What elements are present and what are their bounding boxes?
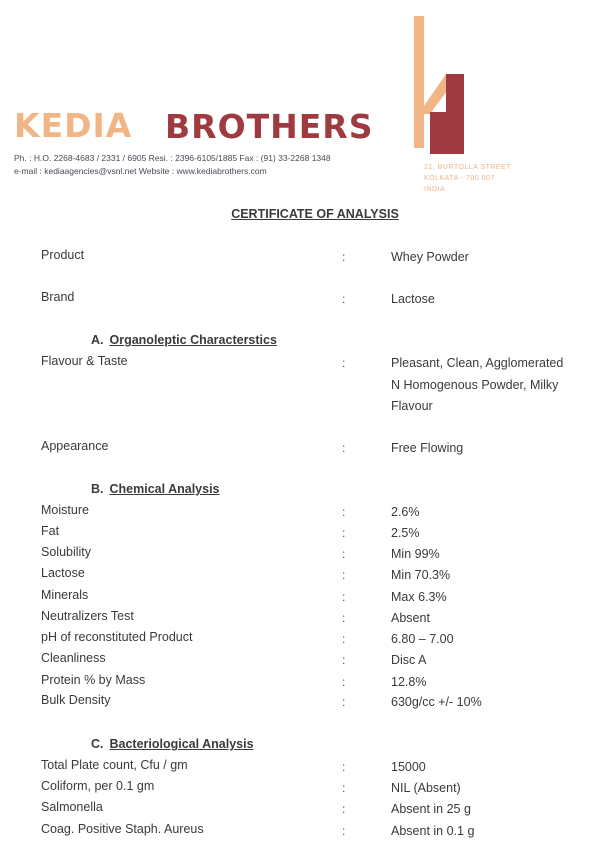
protein-value: 12.8%: [391, 675, 427, 689]
colon-separator: :: [342, 675, 346, 689]
colon-separator: :: [342, 526, 346, 540]
colon-separator: :: [342, 547, 346, 561]
minerals-value: Max 6.3%: [391, 590, 447, 604]
address-country: INDIA: [424, 186, 446, 193]
cleanliness-value: Disc A: [391, 653, 427, 667]
salmonella-value: Absent in 25 g: [391, 802, 471, 816]
section-c-heading: [91, 737, 254, 751]
flavour-taste-value-line-2: N Homogenous Powder, Milky: [391, 378, 559, 392]
salmonella-label: Salmonella: [41, 800, 103, 814]
cleanliness-label: Cleanliness: [41, 651, 106, 665]
section-title: Organoleptic Characterstics: [109, 333, 277, 347]
minerals-label: Minerals: [41, 588, 89, 602]
solubility-value: Min 99%: [391, 547, 440, 561]
company-name-kedia: KEDIA: [14, 106, 133, 145]
colon-separator: :: [342, 653, 346, 667]
colon-separator: :: [342, 802, 346, 816]
ph-value: 6.80 – 7.00: [391, 632, 454, 646]
colon-separator: :: [342, 568, 346, 582]
kb-monogram-logo-icon: [408, 14, 468, 154]
colon-separator: :: [342, 441, 346, 455]
flavour-taste-value-line-3: Flavour: [391, 399, 433, 413]
address-city: KOLKATA - 700 007: [424, 175, 495, 182]
section-a-heading: [91, 333, 277, 347]
appearance-value: Free Flowing: [391, 441, 464, 455]
document-title: CERTIFICATE OF ANALYSIS: [231, 207, 399, 221]
section-title: Chemical Analysis: [109, 482, 220, 496]
contact-email-line: e-mail : kediaagencies@vsnl.net Website : www.kediabrothers.com: [14, 166, 267, 176]
address-street: 21, BURTOLLA STREET: [424, 164, 512, 171]
flavour-taste-label: Flavour & Taste: [41, 354, 128, 368]
fat-value: 2.5%: [391, 526, 420, 540]
staph-aureus-label: Coag. Positive Staph. Aureus: [41, 822, 204, 836]
colon-separator: :: [342, 356, 346, 370]
colon-separator: :: [342, 781, 346, 795]
brand-label: Brand: [41, 290, 75, 304]
bulk-density-value: 630g/cc +/- 10%: [391, 695, 482, 709]
moisture-value: 2.6%: [391, 505, 420, 519]
appearance-label: Appearance: [41, 439, 109, 453]
neutralizers-test-value: Absent: [391, 611, 430, 625]
colon-separator: :: [342, 292, 346, 306]
section-title: Bacteriological Analysis: [109, 737, 254, 751]
colon-separator: :: [342, 505, 346, 519]
contact-phone-line: Ph. : H.O. 2268-4683 / 2331 / 6905 Resi. : 2396-6105/1885 Fax : (91) 33-2268 1348: [14, 153, 331, 163]
staph-aureus-value: Absent in 0.1 g: [391, 824, 475, 838]
coliform-label: Coliform, per 0.1 gm: [41, 779, 155, 793]
total-plate-count-value: 15000: [391, 760, 426, 774]
section-letter: A.: [91, 333, 104, 347]
protein-label: Protein % by Mass: [41, 673, 146, 687]
brand-value: Lactose: [391, 292, 435, 306]
company-name-brothers: BROTHERS: [165, 107, 374, 146]
product-label: Product: [41, 248, 85, 262]
colon-separator: :: [342, 250, 346, 264]
flavour-taste-value-line-1: Pleasant, Clean, Agglomerated: [391, 356, 564, 370]
colon-separator: :: [342, 695, 346, 709]
coliform-value: NIL (Absent): [391, 781, 461, 795]
lactose-label: Lactose: [41, 566, 85, 580]
moisture-label: Moisture: [41, 503, 89, 517]
fat-label: Fat: [41, 524, 60, 538]
neutralizers-test-label: Neutralizers Test: [41, 609, 134, 623]
lactose-value: Min 70.3%: [391, 568, 451, 582]
bulk-density-label: Bulk Density: [41, 693, 111, 707]
section-b-heading: [91, 482, 220, 496]
ph-label: pH of reconstituted Product: [41, 630, 193, 644]
product-value: Whey Powder: [391, 250, 469, 264]
colon-separator: :: [342, 824, 346, 838]
total-plate-count-label: Total Plate count, Cfu / gm: [41, 758, 188, 772]
colon-separator: :: [342, 632, 346, 646]
colon-separator: :: [342, 760, 346, 774]
section-letter: C.: [91, 737, 104, 751]
solubility-label: Solubility: [41, 545, 92, 559]
colon-separator: :: [342, 611, 346, 625]
section-letter: B.: [91, 482, 104, 496]
colon-separator: :: [342, 590, 346, 604]
